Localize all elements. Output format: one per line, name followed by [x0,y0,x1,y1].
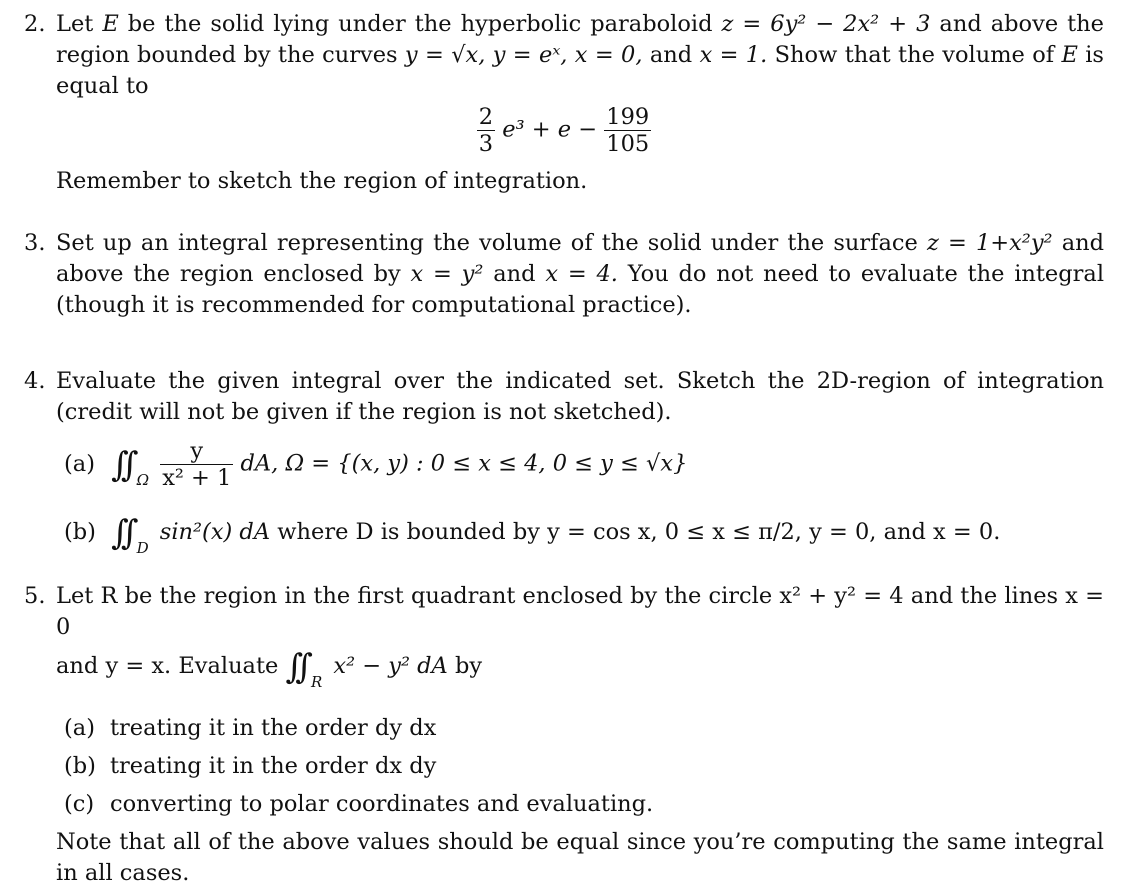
problem-text: by [454,653,483,679]
problem-number: 4. [24,368,46,394]
double-integral-icon: ∫∫ [285,647,305,687]
problem-5 [24,581,1104,889]
problem-closing: Remember to sketch the region of integration. [56,168,588,194]
problem-text: and [493,261,536,287]
result-formula [24,104,1104,164]
part-b [64,513,1104,567]
problem-text: Let R be the region in the first quadrant enclosed by the circle x² + y² = 4 and the lines x = 0 [56,583,1104,640]
problem-text: is equal to [56,42,1104,99]
list-label: (c) [64,791,95,817]
problem-number: 5. [24,583,46,609]
integral-subscript: R [310,673,323,691]
list-item [64,785,1104,823]
list-item [64,709,1104,747]
problem-text: and [649,42,693,68]
problem-text: Let [56,11,94,37]
math-surface: z = 6y² − 2x² + 3 [721,11,931,37]
problem-text: be the solid lying under the hyperbolic paraboloid [127,11,713,37]
problem-text: and above the region bounded by the curves [56,11,1104,68]
double-integral-icon: ∫∫ [111,444,131,485]
integral-subscript: D [136,538,149,557]
problem-line [56,643,1104,705]
list-item [64,747,1104,785]
fraction-denominator: 105 [606,131,650,157]
result-middle: e³ + e − [502,116,598,143]
double-integral-icon: ∫∫ [111,512,131,553]
math-curves: y = √x, y = eˣ, x = 0, [404,42,643,68]
math-E: E [1061,42,1078,68]
math-E: E [102,11,119,37]
list-text: converting to polar coordinates and evaluating. [110,791,654,817]
problem-3 [24,228,1104,321]
problem-text: Evaluate the given integral over the indicated set. Sketch the 2D-region of integration (credit will not be given if the region is not sketched). [56,368,1104,425]
problem-body [56,9,1104,197]
part-math: dA, Ω = {(x, y) : 0 ≤ x ≤ 4, 0 ≤ y ≤ √x} [240,450,688,477]
problem-text: and y = x. Evaluate [56,653,279,679]
part-label: (a) [64,450,95,477]
problem-text: and above the region enclosed by [56,230,1105,287]
integral-subscript: Ω [136,470,150,489]
math-curve: x = 4. [545,261,618,287]
fraction [477,104,495,157]
fraction [604,104,651,157]
order-list [64,709,1104,823]
list-label: (a) [64,715,95,741]
problem-text: Set up an integral representing the volume of the solid under the surface [56,230,918,256]
math-curve: x = y² [410,261,484,287]
part-math: sin²(x) dA [159,518,271,545]
problem-text: You do not need to evaluate the integral (though it is recommended for computational practice). [56,261,1105,318]
problem-number: 3. [24,230,46,256]
problem-body [56,366,1104,567]
math-x1: x = 1. [699,42,768,68]
fraction [160,438,233,491]
fraction-numerator: 2 [478,104,494,130]
note: Note that all of the above values should be equal since you’re computing the same integral in all cases. [56,829,1104,886]
part-a [64,438,1104,499]
part-text: where D is bounded by y = cos x, 0 ≤ x ≤ π/2, y = 0, and x = 0. [277,518,1001,545]
problem-2 [24,9,1104,197]
fraction-numerator: 199 [606,104,650,130]
part-label: (b) [64,518,96,545]
integrand: x² − y² dA [333,653,448,679]
fraction-denominator: x² + 1 [162,465,232,491]
problem-body [56,228,1104,321]
list-text: treating it in the order dx dy [110,753,437,779]
problem-4 [24,366,1104,567]
problem-number: 2. [24,11,46,37]
fraction-numerator: y [160,438,233,465]
list-text: treating it in the order dy dx [110,715,437,741]
problem-body [56,581,1104,889]
list-label: (b) [64,753,96,779]
problem-text: Show that the volume of [774,42,1055,68]
fraction-denominator: 3 [478,131,494,157]
math-surface: z = 1+x²y² [926,230,1053,256]
